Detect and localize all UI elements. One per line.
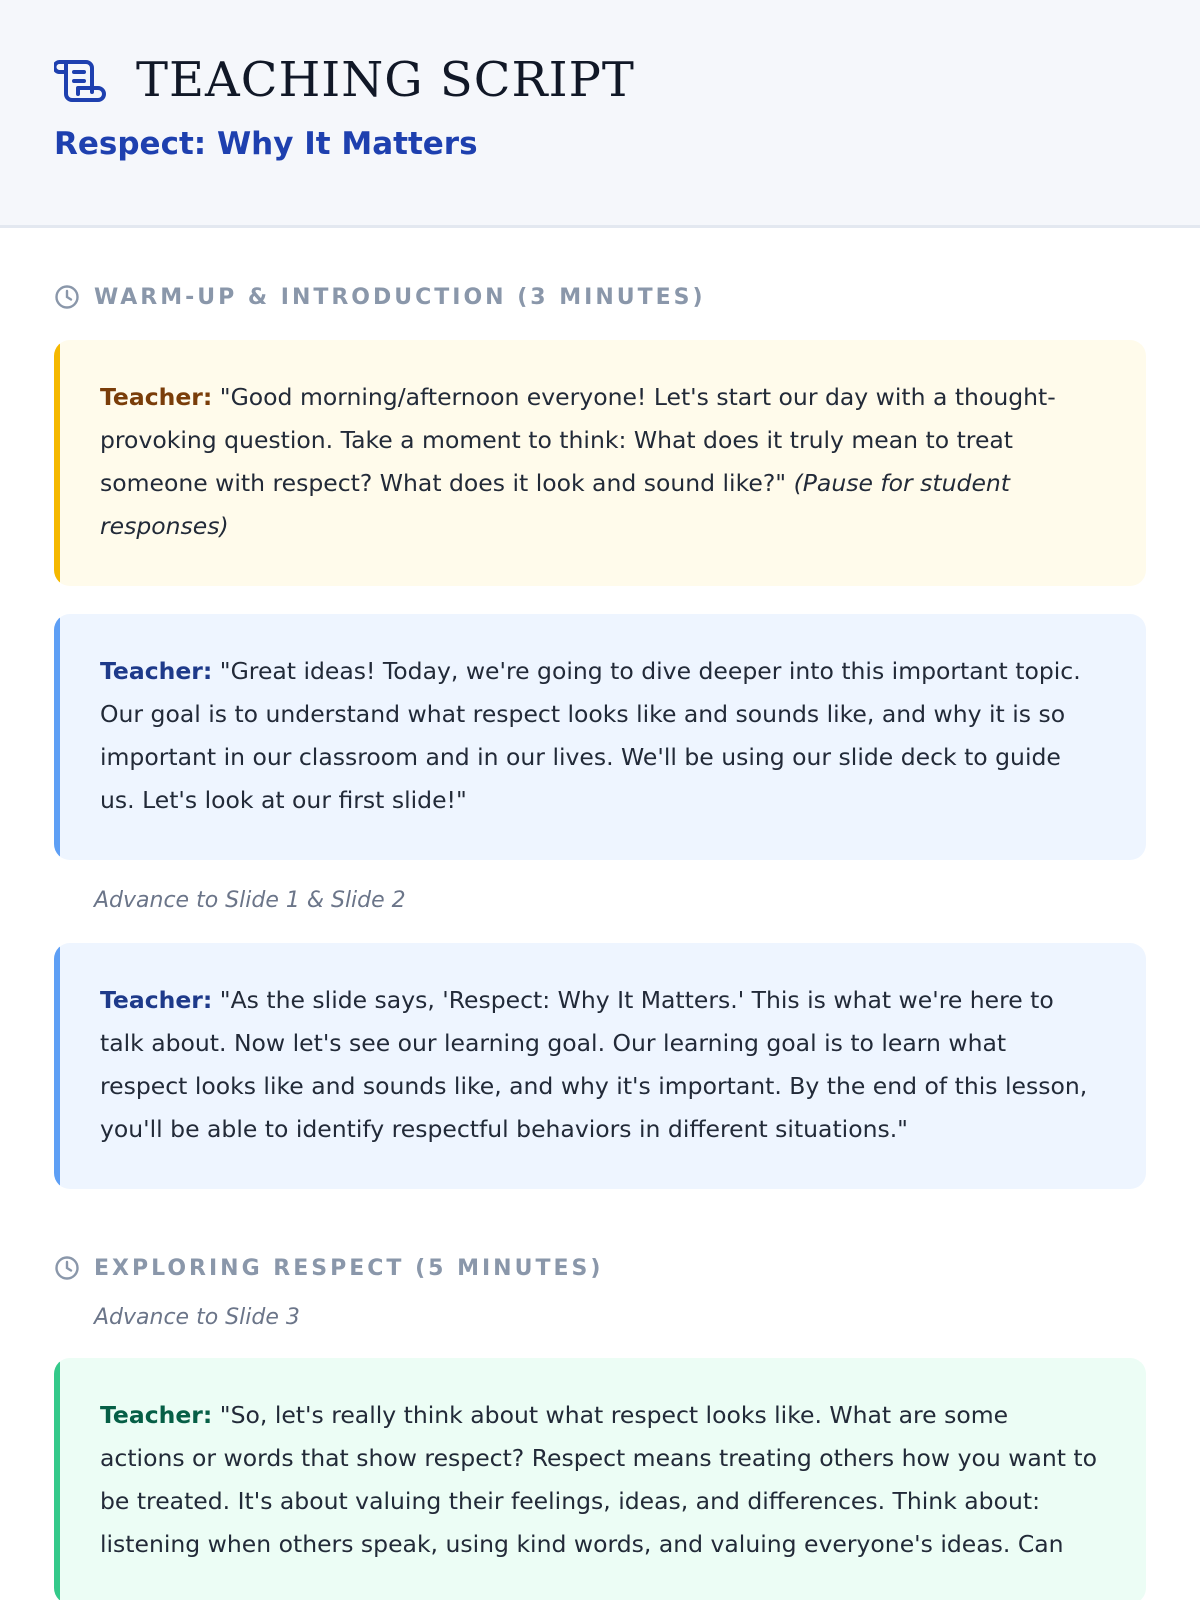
script-card [54, 614, 1146, 860]
scroll-icon [54, 54, 106, 106]
page-header [0, 0, 1200, 228]
section-heading-text: EXPLORING RESPECT (5 MINUTES) [94, 1255, 604, 1281]
script-card [54, 340, 1146, 586]
title-row [54, 54, 1200, 106]
script-content [0, 284, 1200, 1600]
speaker-label: Teacher: [100, 657, 213, 685]
script-text: "Great ideas! Today, we're going to dive deeper into this important topic. Our goal is to understand what respect looks like and sounds like, and why it is so important in our classroom and in our lives. We'll be using our slide deck to guide us. Let's look at our first slide!" [100, 657, 1081, 814]
page-title: TEACHING SCRIPT [136, 52, 635, 108]
section-heading-text: WARM-UP & INTRODUCTION (3 MINUTES) [94, 284, 706, 310]
stage-direction: (Pause for student responses) [100, 469, 1011, 540]
section-heading-exploring [54, 1255, 1146, 1281]
clock-icon [54, 284, 80, 310]
script-card [54, 1358, 1146, 1600]
speaker-label: Teacher: [100, 383, 213, 411]
section-heading-warmup [54, 284, 1146, 310]
script-text: "So, let's really think about what respect looks like. What are some actions or words that show respect? Respect means treating others how you want to be treated. It's about valuing their feelings, ideas, and differences. Think about: listening when others speak, using kind words, and valuing everyone's ideas. Can [100, 1401, 1098, 1558]
script-text: "As the slide says, 'Respect: Why It Matters.' This is what we're here to talk about. Now let's see our learning goal. Our learning goal is to learn what respect looks like and sounds like, and why it's important. By the end of this lesson, you'll be able to identify respectful behaviors in different situations." [100, 986, 1088, 1143]
page-subtitle: Respect: Why It Matters [54, 126, 478, 162]
slide-cue: Advance to Slide 1 & Slide 2 [94, 888, 406, 913]
speaker-label: Teacher: [100, 1401, 213, 1429]
slide-cue: Advance to Slide 3 [94, 1305, 300, 1330]
clock-icon [54, 1255, 80, 1281]
script-text: "Good morning/afternoon everyone! Let's start our day with a thought-provoking question. Take a moment to think: What does it truly mean to treat someone with respect? What does it look and sound like?" [100, 383, 1056, 497]
script-card [54, 943, 1146, 1189]
speaker-label: Teacher: [100, 986, 213, 1014]
